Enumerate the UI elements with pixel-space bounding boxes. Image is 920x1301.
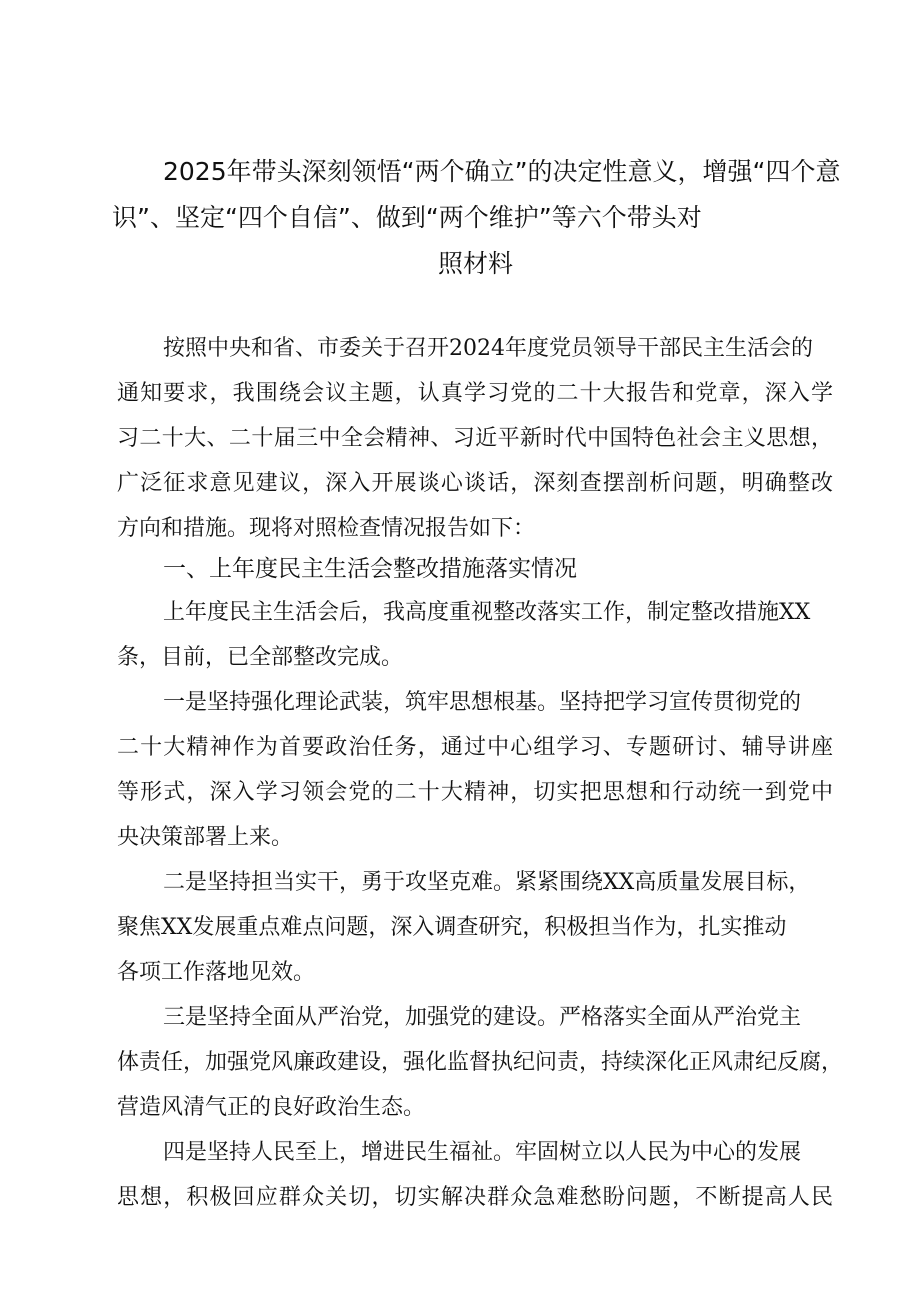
body-line: 一是坚持强化理论武装，筑牢思想根基。坚持把学习宣传贯彻党的: [163, 690, 802, 715]
body-line: 方向和措施。现将对照检查情况报告如下：: [117, 516, 536, 541]
body-line: 营造风清气正的良好政治生态。: [117, 1095, 426, 1120]
body-line: 按照中央和省、市委关于召开2024年度党员领导干部民主生活会的: [163, 336, 813, 361]
body-line: 等形式，深入学习领会党的二十大精神，切实把思想和行动统一到党中: [117, 780, 833, 805]
body-line: 二是坚持担当实干，勇于攻坚克难。紧紧围绕XX高质量发展目标，: [163, 870, 811, 895]
body-line: 体责任，加强党风廉政建设，强化监督执纪问责，持续深化正风肃纪反腐，: [117, 1050, 844, 1075]
title-line-2: 识”、坚定“四个自信”、做到“两个维护”等六个带头对: [112, 203, 702, 232]
body-line: 四是坚持人民至上，增进民生福祉。牢固树立以人民为中心的发展: [163, 1140, 802, 1165]
body-line: 习二十大、二十届三中全会精神、习近平新时代中国特色社会主义思想，: [117, 426, 833, 451]
title-line-1: 2025年带头深刻领悟“两个确立”的决定性意义，增强“四个意: [163, 157, 841, 186]
section-heading: 一、上年度民主生活会整改措施落实情况: [163, 556, 577, 582]
body-line: 各项工作落地见效。: [117, 960, 316, 985]
body-line: 央决策部署上来。: [117, 825, 294, 850]
body-line: 上年度民主生活会后，我高度重视整改落实工作，制定整改措施XX: [163, 600, 811, 625]
body-line: 思想，积极回应群众关切，切实解决群众急难愁盼问题，不断提高人民: [117, 1185, 833, 1210]
body-line: 广泛征求意见建议，深入开展谈心谈话，深刻查摆剖析问题，明确整改: [117, 471, 833, 496]
title-line-3: 照材料: [438, 249, 514, 278]
body-line: 聚焦XX发展重点难点问题，深入调查研究，积极担当作为，扎实推动: [117, 915, 787, 940]
body-line: 三是坚持全面从严治党，加强党的建设。严格落实全面从严治党主: [163, 1005, 802, 1030]
body-line: 二十大精神作为首要政治任务，通过中心组学习、专题研讨、辅导讲座: [117, 735, 833, 760]
body-line: 条，目前，已全部整改完成。: [117, 645, 404, 670]
body-line: 通知要求，我围绕会议主题，认真学习党的二十大报告和党章，深入学: [117, 381, 833, 406]
